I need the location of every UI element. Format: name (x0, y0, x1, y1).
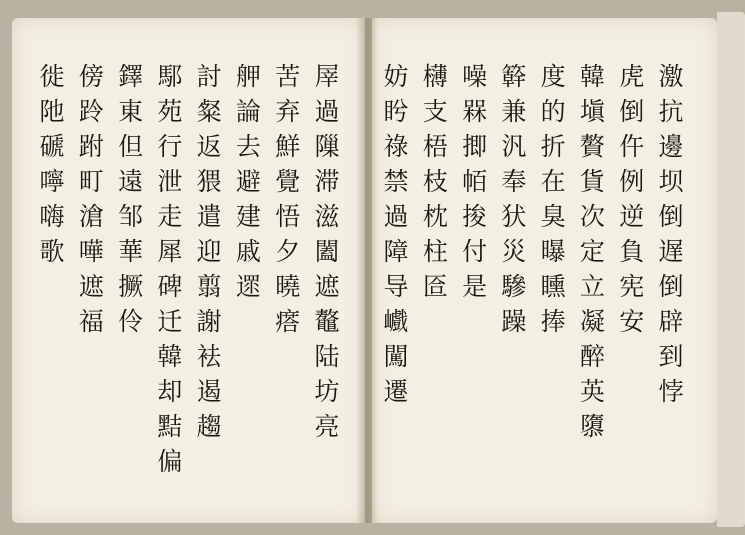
left-column-3: 舺論去避建戚遝 (232, 63, 262, 308)
left-column-2: 苦弃鮮覺悟夕曉瘩 (271, 63, 301, 343)
left-column-8: 徙阤磃嚀嗨歌 (36, 63, 65, 273)
left-column-6: 鐸東但遠邹華撅伶 (114, 63, 144, 343)
book-gutter (356, 18, 378, 523)
left-column-7: 傍跉跗町滄嘩遮福 (75, 63, 105, 343)
right-column-2: 虎倒仵例逆負宪安 (615, 63, 645, 343)
left-page-text (38, 63, 338, 513)
right-column-7: 欂支梧枝枕柱匼 (419, 63, 449, 308)
right-column-3: 韓塡贅貨次定立凝醉英隳 (576, 63, 606, 448)
left-page (12, 18, 365, 523)
page-edges (717, 12, 745, 527)
left-column-5: 䣕苑行泄走犀碑迁韓却黠偏 (153, 63, 183, 483)
right-page-text (382, 63, 682, 513)
right-page (372, 18, 717, 523)
left-column-1: 屖過隟滞滋闔遮鼇陆坊亮 (310, 63, 340, 448)
right-column-1: 激抗邊坝倒遅倒辟到悖 (654, 63, 684, 413)
right-column-4: 度的折在臭曝矄捧 (537, 63, 567, 343)
left-column-4: 討粲返猥遣迎翦謝袪遏趨 (193, 63, 223, 448)
right-column-5: 簳兼汎奉犾災驂躁 (497, 63, 527, 343)
right-column-8: 妨盻祿禁過障导巇闖遷 (380, 63, 409, 413)
right-column-6: 噪槑揤帞捘付是 (458, 63, 488, 308)
